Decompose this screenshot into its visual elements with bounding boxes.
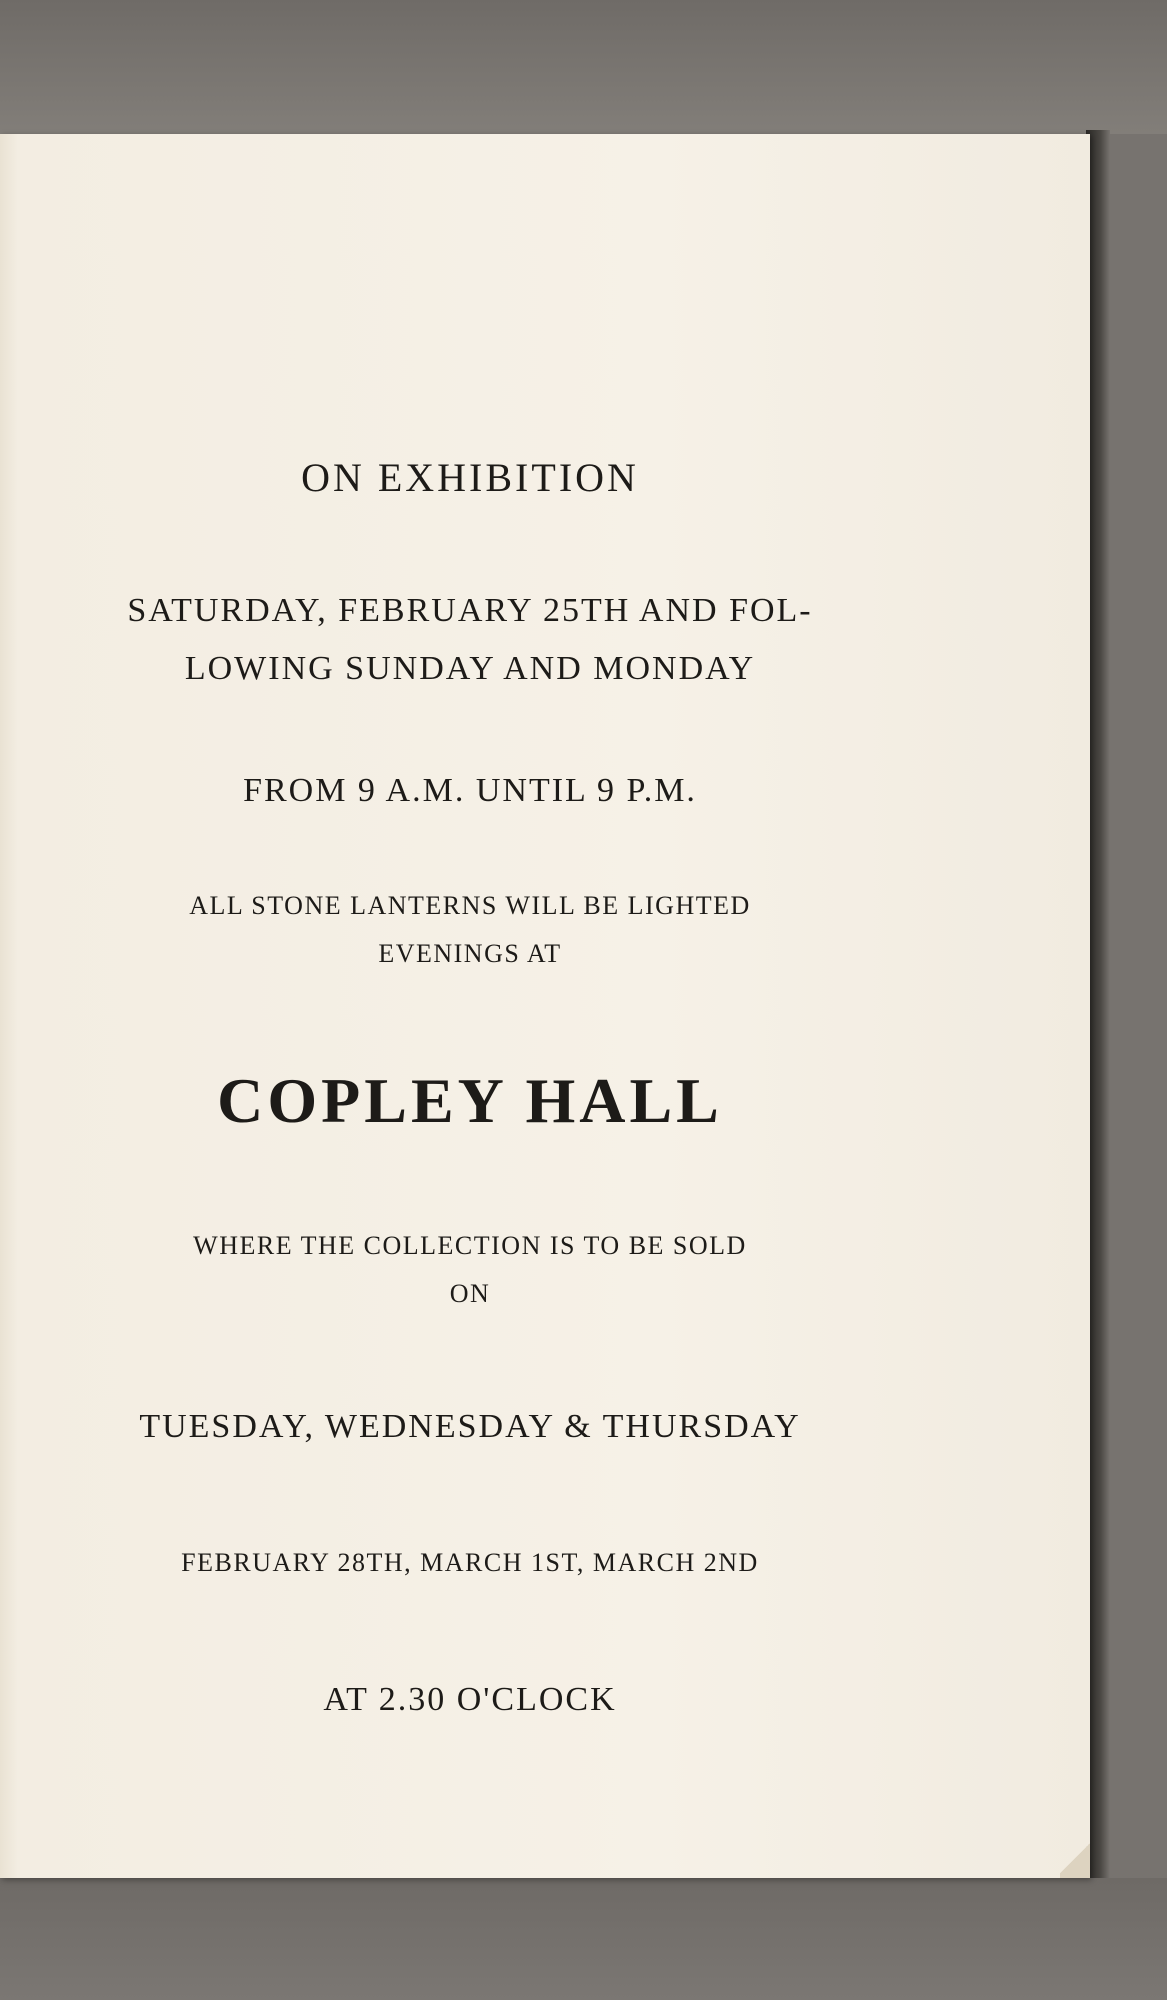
- backdrop-bottom: [0, 1878, 1167, 2000]
- sale-note-line-2: ON: [449, 1279, 491, 1308]
- sale-time: AT 2.30 O'CLOCK: [323, 1681, 617, 1718]
- exhibition-dates-line-2: LOWING SUNDAY AND MONDAY: [184, 650, 756, 687]
- catalogue-page: [0, 134, 1090, 1878]
- lanterns-note-line-1: ALL STONE LANTERNS WILL BE LIGHTED: [189, 891, 751, 920]
- sale-note-line-1: WHERE THE COLLECTION IS TO BE SOLD: [193, 1231, 747, 1260]
- backdrop-top: [0, 0, 1167, 134]
- page-corner-curl: [1060, 1838, 1090, 1878]
- page-heading: ON EXHIBITION: [301, 455, 639, 500]
- exhibition-dates-line-1: SATURDAY, FEBRUARY 25TH AND FOL-: [127, 592, 813, 629]
- sale-dates: FEBRUARY 28TH, MARCH 1ST, MARCH 2ND: [181, 1548, 759, 1577]
- lanterns-note-line-2: EVENINGS AT: [378, 939, 562, 968]
- venue-title: COPLEY HALL: [217, 1065, 723, 1136]
- exhibition-hours: FROM 9 A.M. UNTIL 9 P.M.: [243, 772, 697, 809]
- sale-days: TUESDAY, WEDNESDAY & THURSDAY: [139, 1408, 801, 1445]
